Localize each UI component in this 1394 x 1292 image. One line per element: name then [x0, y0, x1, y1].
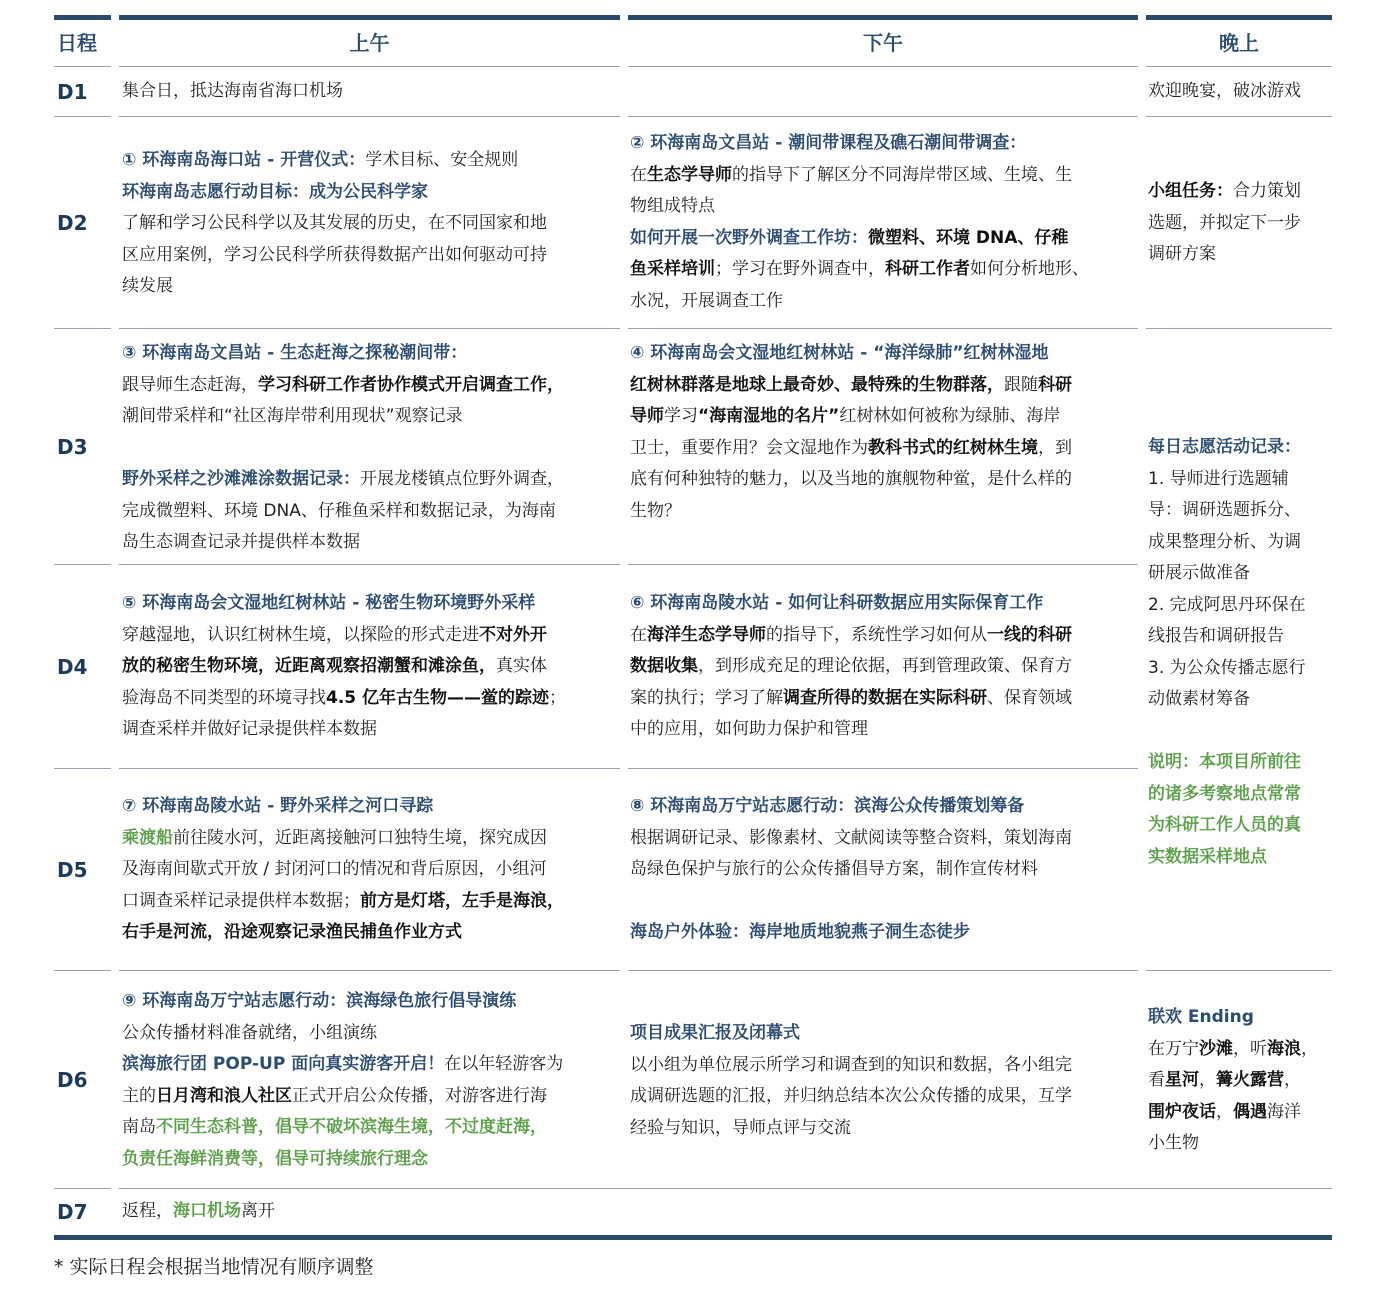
d2-morning-cell	[122, 128, 617, 337]
d5-am-bold: 前方是灯塔，左手是海浪，	[360, 890, 564, 911]
d7-morning-cell	[122, 1190, 617, 1234]
d6-eve-text: 看	[1148, 1070, 1165, 1090]
spacer	[630, 886, 1138, 918]
eve-note: 说明：本项目所前往	[1148, 752, 1301, 772]
d2-pm-text: 的指导下了解区分不同海岸带区域、生境、生	[732, 164, 1072, 185]
d2-pm-text: 如何分析地形、	[970, 259, 1089, 279]
d6-eve-text: 小生物	[1148, 1133, 1199, 1153]
d3-morning-cell	[122, 338, 617, 559]
d2-pm-title: ② 环海南岛文昌站 - 潮间带课程及礁石潮间带调查：	[630, 133, 1027, 153]
d5-afternoon-cell	[630, 791, 1138, 949]
header-evening: 晚上	[1219, 31, 1259, 55]
d5-am-text: 口调查采样记录提供样本数据；	[122, 890, 360, 911]
d1-evening-cell	[1148, 70, 1334, 114]
d3-d5-evening-cell	[1148, 432, 1334, 873]
d4-am-bold: 放的秘密生物环境，近距离观察招潮蟹和滩涂鱼，	[122, 656, 496, 676]
d4-am-text: 调查采样并做好记录提供样本数据	[122, 719, 377, 739]
d2-am-title: ① 环海南岛海口站 - 开营仪式：	[122, 150, 366, 170]
row-divider	[628, 328, 1138, 329]
d5-am-green: 乘渡船	[122, 827, 173, 848]
row-divider	[54, 564, 111, 565]
d6-am-bold: 日月湾和浪人社区	[156, 1085, 292, 1106]
d5-am-text: 前往陵水河，近距离接触河口独特生境，探究成因	[173, 827, 547, 848]
day-label-d6: D6	[57, 1068, 88, 1092]
d6-eve-bold: 海浪	[1267, 1038, 1301, 1059]
d6-eve-text: ，听	[1233, 1038, 1267, 1059]
d3-am-text: 完成微塑料、环境 DNA、仔稚鱼采样和数据记录，为海南	[122, 500, 556, 521]
d4-pm-text: 的指导下，系统性学习如何从	[766, 624, 987, 645]
eve-record-text: 2. 完成阿思丹环保在	[1148, 594, 1306, 615]
footnote: * 实际日程会根据当地情况有顺序调整	[54, 1256, 374, 1278]
d3-am-subtitle: 野外采样之沙滩滩涂数据记录：	[122, 469, 360, 489]
row-divider	[119, 970, 620, 971]
d6-eve-bold: 偶遇	[1233, 1101, 1267, 1122]
d3-pm-bold: 导师	[630, 406, 664, 426]
d3-pm-bold: 科研	[1038, 374, 1072, 395]
d6-pm-title: 项目成果汇报及闭幕式	[630, 1023, 800, 1043]
eve-record-text: 线报告和调研报告	[1148, 626, 1284, 646]
d4-am-bold: 不对外开	[479, 624, 547, 645]
row-divider	[628, 970, 1138, 971]
d4-pm-text: 中的应用，如何助力保护和管理	[630, 719, 868, 739]
d2-eve-text: 选题，并拟定下一步	[1148, 212, 1301, 233]
d4-am-bold: 4.5 亿年古生物——鲎的踪迹	[326, 687, 550, 708]
header-bar-afternoon	[628, 15, 1138, 20]
d2-pm-text: 水况，开展调查工作	[630, 290, 783, 311]
row-divider	[119, 66, 620, 67]
d5-am-bold: 右手是河流，沿途观察记录渔民捕鱼作业方式	[122, 922, 462, 942]
d5-pm-subtitle: 海岛户外体验：海岸地质地貌燕子洞生态徒步	[630, 922, 970, 942]
eve-record-text: 导：调研选题拆分、	[1148, 500, 1301, 520]
d6-am-text: 主的	[122, 1085, 156, 1106]
d4-pm-title: ⑥ 环海南岛陵水站 - 如何让科研数据应用实际保育工作	[630, 593, 1044, 613]
d2-am-text-1: 了解和学习公民科学以及其发展的历史，在不同国家和地	[122, 213, 547, 233]
d3-am-text: 岛生态调查记录并提供样本数据	[122, 532, 360, 552]
d6-am-text: 在以年轻游客为	[444, 1054, 564, 1074]
d3-pm-bold: 红树林群落是地球上最奇妙、最特殊的生物群落，	[630, 374, 1004, 395]
spacer	[1148, 716, 1334, 748]
header-bar-morning	[119, 15, 620, 20]
d5-am-text: 及海南间歇式开放 / 封闭河口的情况和背后原因，小组河	[122, 859, 547, 879]
d6-eve-bold: 沙滩	[1199, 1038, 1233, 1059]
d2-am-subtitle: 环海南岛志愿行动目标：成为公民科学家	[122, 181, 428, 202]
d6-afternoon-cell	[630, 1018, 1138, 1144]
d4-pm-text: 、保育领域	[987, 687, 1072, 708]
row-divider	[119, 1188, 1332, 1189]
d4-pm-text: ，到形成充足的理论依据，再到管理政策、保育方	[698, 656, 1072, 676]
row-divider	[119, 116, 620, 117]
d2-pm-bold: 鱼采样培训	[630, 259, 715, 279]
d6-eve-text: 海洋	[1267, 1101, 1301, 1122]
d6-am-subtitle: 滨海旅行团 POP-UP 面向真实游客开启！	[122, 1054, 445, 1074]
d4-pm-bold: 一线的科研	[987, 624, 1072, 645]
row-divider	[628, 66, 1138, 67]
row-divider	[628, 768, 1138, 769]
row-divider	[1146, 116, 1332, 117]
d6-eve-bold: 篝火露营	[1216, 1070, 1284, 1090]
day-label-d4: D4	[57, 655, 88, 679]
d6-evening-cell	[1148, 1002, 1334, 1160]
d7-green: 海口机场	[173, 1201, 241, 1222]
d6-eve-text: ，	[1301, 1038, 1318, 1059]
row-divider	[54, 768, 111, 769]
eve-record-text: 1. 导师进行选题辅	[1148, 468, 1289, 489]
d6-eve-text: 在万宁	[1148, 1038, 1199, 1059]
d6-eve-bold: 星河	[1165, 1070, 1199, 1090]
day-label-d1: D1	[57, 80, 88, 104]
d4-pm-bold: 数据收集	[630, 656, 698, 676]
d6-am-text: 南岛	[122, 1117, 156, 1137]
d2-pm-bold: 生态学导师	[647, 164, 732, 185]
d3-am-title: ③ 环海南岛文昌站 - 生态赶海之探秘潮间带：	[122, 343, 468, 363]
header-afternoon: 下午	[863, 31, 903, 55]
d3-pm-title: ④ 环海南岛会文湿地红树林站 - “海洋绿肺”红树林湿地	[630, 343, 1049, 363]
d6-am-title: ⑨ 环海南岛万宁站志愿行动：滨海绿色旅行倡导演练	[122, 991, 517, 1011]
d2-pm-text: ；学习在野外调查中，	[715, 259, 885, 279]
d3-pm-bold: 教科书式的红树林生境	[868, 437, 1038, 458]
d6-am-text: 公众传播材料准备就绪，小组演练	[122, 1022, 377, 1043]
d2-pm-bold: 微塑料、环境 DNA、仔稚	[868, 227, 1069, 248]
d2-pm-workshop-title: 如何开展一次野外调查工作坊：	[630, 227, 868, 248]
row-divider	[1146, 970, 1332, 971]
d3-am-text: 跟导师生态赶海，	[122, 374, 258, 395]
d2-am-text-2: 区应用案例，学习公民科学所获得数据产出如何驱动可持	[122, 244, 547, 265]
eve-record-text: 动做素材筹备	[1148, 689, 1250, 709]
row-divider	[628, 116, 1138, 117]
row-divider	[119, 328, 620, 329]
d3-am-text: 潮间带采样和“社区海岸带利用现状”观察记录	[122, 406, 463, 426]
d4-pm-text: 在	[630, 624, 647, 645]
d3-am-text: 开展龙楼镇点位野外调查，	[360, 469, 564, 489]
d1-morning-text: 集合日，抵达海南省海口机场	[122, 81, 343, 102]
d2-pm-bold: 科研工作者	[885, 259, 970, 279]
d3-am-bold: 学习科研工作者协作模式开启调查工作，	[258, 374, 564, 395]
row-divider	[54, 116, 111, 117]
header-day: 日程	[57, 31, 97, 55]
d6-eve-text: ，	[1216, 1101, 1233, 1122]
eve-record-text: 3. 为公众传播志愿行	[1148, 657, 1306, 678]
d6-morning-cell	[122, 986, 617, 1175]
eve-note: 的诸多考察地点常常	[1148, 783, 1301, 804]
day-label-d7: D7	[57, 1200, 88, 1224]
d2-afternoon-cell	[630, 128, 1138, 318]
d2-eve-bold: 小组任务：	[1148, 181, 1233, 201]
row-divider	[1146, 66, 1332, 67]
d3-pm-bold: “海南湿地的名片”	[698, 406, 840, 426]
spacer	[122, 433, 617, 465]
d5-pm-title: ⑧ 环海南岛万宁站志愿行动：滨海公众传播策划筹备	[630, 796, 1025, 816]
d3-pm-text: 跟随	[1004, 374, 1038, 395]
day-label-d2: D2	[57, 211, 88, 235]
header-bar-day	[54, 15, 111, 20]
d2-pm-text: 物组成特点	[630, 196, 715, 216]
d3-afternoon-cell	[630, 338, 1138, 527]
d4-am-text: 穿越湿地，认识红树林生境，以探险的形式走进	[122, 624, 479, 645]
d6-am-green: 负责任海鲜消费等，倡导可持续旅行理念	[122, 1148, 428, 1169]
d3-pm-text: 底有何种独特的魅力，以及当地的旗舰物种鲎，是什么样的	[630, 469, 1072, 489]
d5-morning-cell	[122, 791, 617, 949]
header-bar-evening	[1146, 15, 1332, 20]
row-divider	[1146, 328, 1332, 329]
d2-am-text-3: 续发展	[122, 276, 173, 296]
row-divider	[54, 1188, 111, 1189]
header-morning: 上午	[349, 31, 390, 55]
d4-pm-bold: 调查所得的数据在实际科研	[783, 687, 987, 708]
d4-am-text: 真实体	[496, 656, 547, 676]
d7-text: 返程，	[122, 1201, 173, 1222]
d4-morning-cell	[122, 588, 617, 746]
d2-evening-cell	[1148, 160, 1334, 304]
d1-evening-text: 欢迎晚宴，破冰游戏	[1148, 81, 1301, 102]
d7-text: 离开	[241, 1201, 275, 1222]
row-divider	[54, 970, 111, 971]
d2-am-title-desc: 学术目标、安全规则	[365, 150, 519, 170]
d5-pm-text: 岛绿色保护与旅行的公众传播倡导方案，制作宣传材料	[630, 859, 1038, 879]
d3-pm-text: 卫士，重要作用？会文湿地作为	[630, 437, 868, 458]
d2-eve-text: 合力策划	[1233, 181, 1301, 201]
d5-pm-text: 根据调研记录、影像素材、文献阅读等整合资料，策划海南	[630, 827, 1072, 848]
d3-pm-text: 学习	[664, 406, 698, 426]
row-divider	[119, 564, 620, 565]
d6-eve-text: ，	[1284, 1070, 1301, 1090]
d6-am-text: 正式开启公众传播，对游客进行海	[292, 1085, 547, 1106]
row-divider	[628, 564, 1138, 565]
d3-pm-text: 红树林如何被称为绿肺、海岸	[839, 406, 1061, 426]
d4-pm-text: 案的执行；学习了解	[630, 687, 783, 708]
d1-morning-cell	[122, 70, 617, 114]
row-divider	[54, 66, 111, 67]
row-divider	[54, 328, 111, 329]
day-label-d3: D3	[57, 435, 88, 459]
d6-pm-text: 以小组为单位展示所学习和调查到的知识和数据，各小组完	[630, 1054, 1072, 1075]
day-label-d5: D5	[57, 858, 88, 882]
eve-note: 实数据采样地点	[1148, 846, 1267, 867]
eve-record-text: 研展示做准备	[1148, 563, 1250, 583]
d6-pm-text: 经验与知识，导师点评与交流	[630, 1117, 851, 1138]
d6-am-green: 不同生态科普，倡导不破坏滨海生境，不过度赶海，	[156, 1117, 547, 1137]
eve-note: 为科研工作人员的真	[1148, 815, 1301, 835]
d6-eve-title: 联欢 Ending	[1148, 1007, 1254, 1027]
d6-eve-text: ，	[1199, 1070, 1216, 1090]
d3-pm-text: 生物？	[630, 500, 681, 521]
d4-afternoon-cell	[630, 588, 1138, 746]
d3-pm-text: ，到	[1038, 437, 1072, 458]
d6-pm-text: 成调研选题的汇报，并归纳总结本次公众传播的成果，互学	[630, 1086, 1072, 1106]
d6-eve-bold: 围炉夜话	[1148, 1101, 1216, 1122]
table-bottom-bar	[54, 1235, 1332, 1240]
d4-am-title: ⑤ 环海南岛会文湿地红树林站 - 秘密生物环境野外采样	[122, 593, 536, 613]
d4-am-text: ；	[549, 687, 567, 708]
row-divider	[119, 768, 620, 769]
eve-record-text: 成果整理分析、为调	[1148, 531, 1301, 552]
d4-am-text: 验海岛不同类型的环境寻找	[122, 687, 326, 708]
d5-am-title: ⑦ 环海南岛陵水站 - 野外采样之河口寻踪	[122, 796, 434, 816]
d4-pm-bold: 海洋生态学导师	[647, 624, 766, 645]
eve-record-title: 每日志愿活动记录：	[1148, 437, 1301, 457]
d2-pm-text: 在	[630, 164, 647, 185]
d2-eve-text: 调研方案	[1148, 244, 1216, 264]
